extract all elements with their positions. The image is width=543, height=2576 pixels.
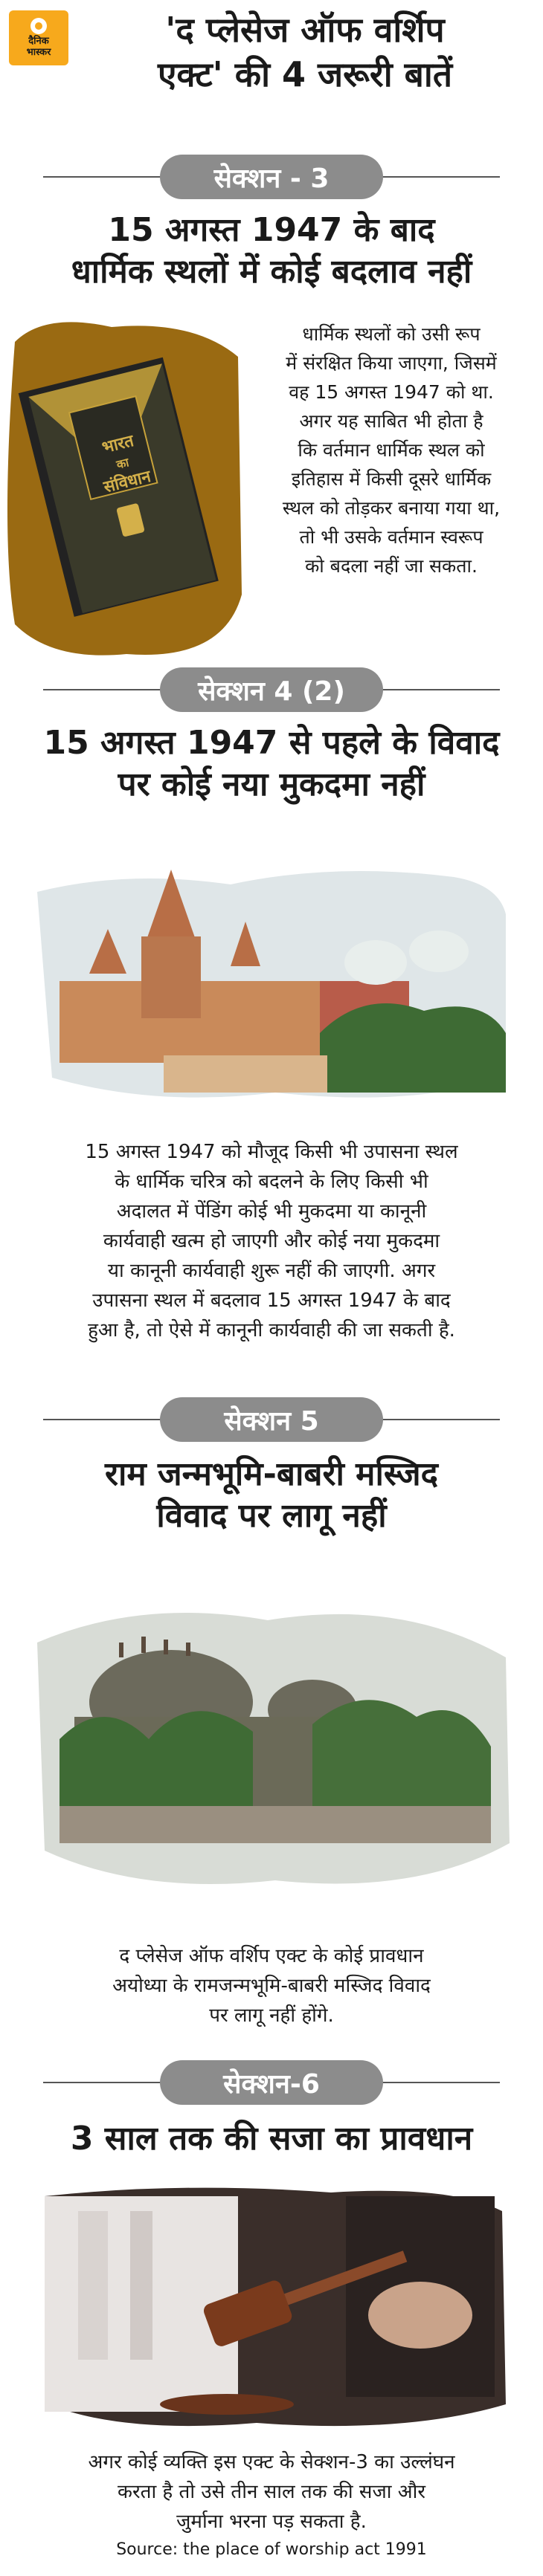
body-line: धार्मिक स्थलों को उसी रूप [302, 323, 481, 345]
section-5-heading [15, 1454, 528, 1537]
section-3-body [242, 320, 540, 580]
body-line: अगर कोई व्यक्ति इस एक्ट के सेक्शन-3 का उल्लंघन [88, 2451, 455, 2473]
gavel-image [33, 2181, 510, 2434]
heading-line: 3 साल तक की सजा का प्रावधान [70, 2120, 473, 2158]
section-6-divider [0, 2060, 543, 2105]
section-6-heading [15, 2118, 528, 2160]
section-3-divider [0, 155, 543, 199]
body-line: स्थल को तोड़कर बनाया गया था, [282, 497, 501, 519]
sun-icon [30, 18, 47, 34]
book-text: का [115, 455, 131, 472]
section-6-pill: सेक्शन-6 [160, 2060, 383, 2105]
section-5-body [15, 1941, 528, 2030]
body-line: को बदला नहीं जा सकता. [305, 555, 478, 577]
body-line: तो भी उसके वर्तमान स्वरूप [299, 526, 483, 548]
body-line: पर लागू नहीं होंगे. [209, 2004, 334, 2027]
body-line: अदालत में पेंडिंग कोई भी मुकदमा या कानूनी [116, 1200, 427, 1223]
page-title [74, 7, 536, 97]
body-line: द प्लेसेज ऑफ वर्शिप एक्ट के कोई प्रावधान [119, 1945, 424, 1967]
section-6-body [15, 2447, 528, 2537]
brand-line-2: भास्कर [26, 47, 51, 58]
section-5-divider [0, 1397, 543, 1442]
section-4-body [15, 1137, 528, 1345]
heading-line: 15 अगस्त 1947 से पहले के विवाद [43, 724, 500, 762]
heading-line: राम जन्मभूमि-बाबरी मस्जिद [104, 1455, 439, 1493]
body-line: वह 15 अगस्त 1947 को था. [289, 381, 494, 403]
source-caption: Source: the place of worship act 1991 [116, 2540, 427, 2559]
title-line-2: एक्ट' की 4 जरूरी बातें [157, 54, 453, 94]
babri-mosque-image [30, 1568, 513, 1903]
section-4-pill: सेक्शन 4 (2) [160, 667, 383, 712]
body-line: हुआ है, तो ऐसे में कानूनी कार्यवाही की जा सकती है. [88, 1319, 455, 1342]
book-text: संविधान [101, 467, 153, 497]
body-line: 15 अगस्त 1947 को मौजूद किसी भी उपासना स्थल [85, 1141, 458, 1163]
section-5-pill: सेक्शन 5 [160, 1397, 383, 1442]
section-3-heading [15, 210, 528, 293]
temple-mosque-image [37, 825, 506, 1107]
section-4-divider [0, 667, 543, 712]
heading-line: विवाद पर लागू नहीं [156, 1497, 387, 1535]
body-line: कार्यवाही खत्म हो जाएगी और कोई नया मुकदमा [103, 1230, 440, 1252]
section-3-pill: सेक्शन - 3 [160, 155, 383, 199]
body-line: उपासना स्थल में बदलाव 15 अगस्त 1947 के बाद [92, 1289, 451, 1312]
title-line-1: 'द प्लेसेज ऑफ वर्शिप [165, 10, 445, 50]
heading-line: पर कोई नया मुकदमा नहीं [118, 766, 425, 803]
body-line: अगर यह साबित भी होता है [299, 410, 483, 432]
section-4-heading [15, 722, 528, 806]
body-line: जुर्माना भरना पड़ सकता है. [176, 2511, 367, 2533]
body-line: में संरक्षित किया जाएगा, जिसमें [286, 352, 497, 374]
heading-line: धार्मिक स्थलों में कोई बदलाव नहीं [71, 253, 472, 291]
brand-line-1: दैनिक [28, 36, 49, 47]
book-text: भारत [100, 431, 136, 458]
constitution-book-image [0, 312, 245, 669]
body-line: के धार्मिक चरित्र को बदलने के लिए किसी भी [115, 1171, 428, 1193]
body-line: कि वर्तमान धार्मिक स्थल को [298, 439, 485, 461]
body-line: या कानूनी कार्यवाही शुरू नहीं की जाएगी. अगर [107, 1260, 436, 1282]
heading-line: 15 अगस्त 1947 के बाद [108, 211, 435, 249]
body-line: इतिहास में किसी दूसरे धार्मिक [291, 468, 492, 490]
body-line: अयोध्या के रामजन्मभूमि-बाबरी मस्जिद विवाद [112, 1975, 431, 1997]
brand-logo [9, 10, 68, 65]
body-line: करता है तो उसे तीन साल तक की सजा और [118, 2481, 425, 2503]
